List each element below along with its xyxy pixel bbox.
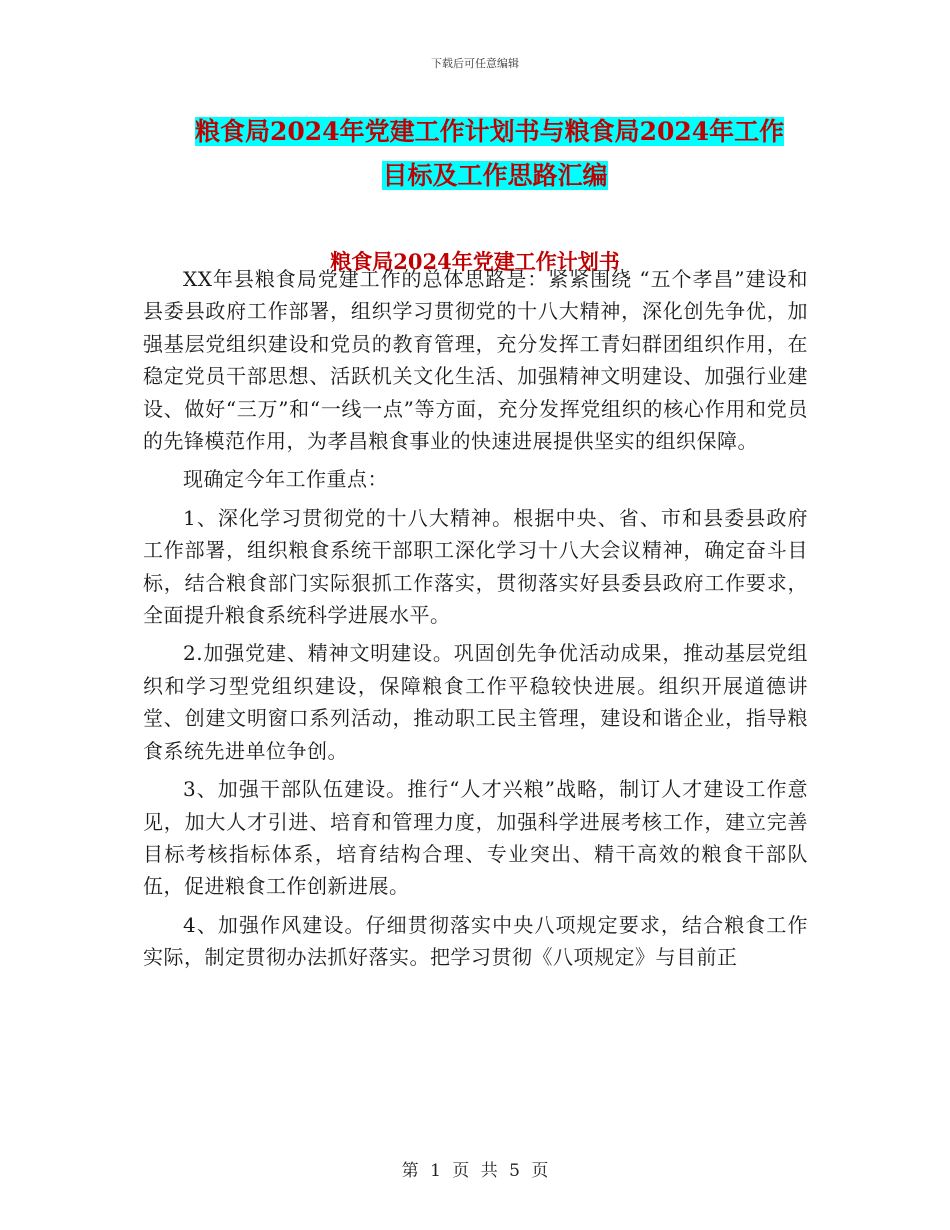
document-body	[143, 263, 808, 980]
paragraph-item-3: 3、加强干部队伍建设。推行“人才兴粮”战略，制订人才建设工作意见，加大人才引进、培育和管理力度，加强科学进展考核工作，建立完善目标考核指标体系，培育结构合理、专业突出、精干高效的粮食干部队伍，促进粮食工作创新进展。	[143, 777, 808, 899]
title-line-1-text: 粮食局2024年党建工作计划书与粮食局2024年工作	[195, 117, 785, 146]
document-title	[195, 110, 805, 198]
paragraph-overview: XX年县粮食局党建工作的总体思路是：紧紧围绕 “五个孝昌”建设和县委县政府工作部署，组织学习贯彻党的十八大精神，深化创先争优，加强基层党组织建设和党员的教育管理，充分发挥工青妇群团组织作用，在稳定党员干部思想、活跃机关文化生活、加强精神文明建设、加强行业建设、做好“三万”和“一线一点”等方面，充分发挥党组织的核心作用和党员的先锋模范作用，为孝昌粮食事业的快速进展提供坚实的组织保障。	[143, 267, 808, 454]
document-title-line-1	[195, 110, 805, 154]
page-footer: 第 1 页 共 5 页	[401, 1161, 549, 1181]
paragraph-item-4: 4、加强作风建设。仔细贯彻落实中央八项规定要求，结合粮食工作实际，制定贯彻办法抓好落实。把学习贯彻《八项规定》与目前正	[143, 912, 808, 970]
title-line-2-text: 目标及工作思路汇编	[382, 161, 608, 190]
section-title: 粮食局2024年党建工作计划书	[330, 249, 620, 274]
paragraph-focus-intro: 现确定今年工作重点：	[183, 467, 388, 492]
paragraph-item-1: 1、深化学习贯彻党的十八大精神。根据中央、省、市和县委县政府工作部署，组织粮食系统干部职工深化学习十八大会议精神，确定奋斗目标，结合粮食部门实际狠抓工作落实，贯彻落实好县委县政府工作要求，全面提升粮食系统科学进展水平。	[143, 505, 808, 628]
header-note: 下载后可任意编辑	[431, 57, 519, 70]
paragraph-item-2: 2.加强党建、精神文明建设。巩固创先争优活动成果，推动基层党组织和学习型党组织建设，保障粮食工作平稳较快进展。组织开展道德讲堂、创建文明窗口系列活动，推动职工民主管理，建设和谐企业，指导粮食系统先进单位争创。	[143, 641, 808, 763]
document-title-line-2	[195, 154, 805, 198]
